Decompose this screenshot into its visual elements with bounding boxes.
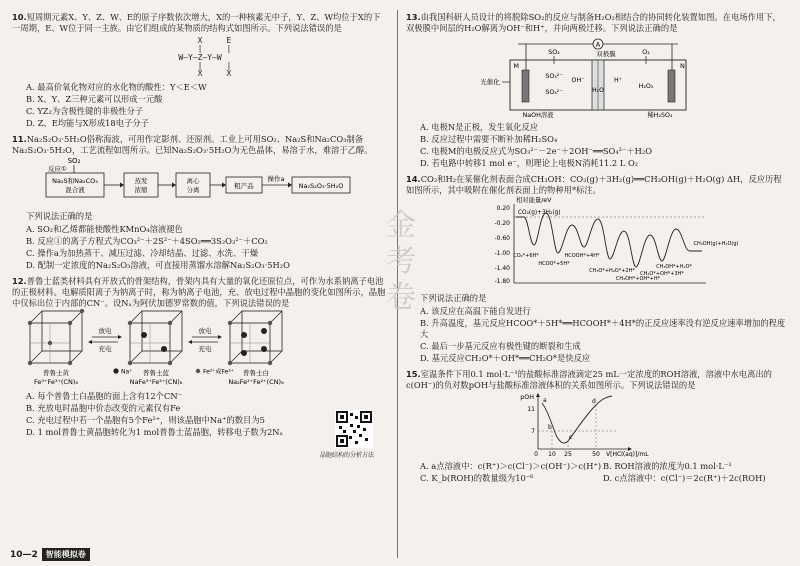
- question-11: [12, 134, 388, 272]
- oh-label: OH⁻: [571, 76, 585, 84]
- question-14: [406, 174, 786, 364]
- question-stem: 短周期元素X、Y、Z、W、E的原子序数依次增大，X的一种核素无中子，Y、Z、W均位于X的下一周期，E、W位于同一主族。由它们组成的某物质的结构式如图所示。下列说法错误的是: [12, 12, 381, 33]
- question-number: 15.: [406, 369, 421, 379]
- species-label: HCOO*+5H*: [538, 261, 570, 268]
- option-d: D. 配制一定浓度的Na₂S₂O₃溶液，可直接用蒸馏水溶解Na₂S₂O₃·5H₂O: [26, 260, 290, 271]
- membrane-label: 双极膜: [596, 49, 616, 58]
- o2-label: O₂: [642, 47, 650, 56]
- h-label: H⁺: [613, 76, 623, 84]
- question-12: [12, 276, 388, 438]
- electrode-m: [522, 70, 529, 102]
- cell1-name: 普鲁士黄: [43, 368, 69, 377]
- cell1-formula: Fe³⁺Fe³⁺(CN)₆: [34, 377, 78, 386]
- page-footer: [10, 548, 90, 561]
- crystal-cell-prussian-blue: [128, 311, 182, 365]
- watermark: 金 考 卷: [386, 208, 416, 315]
- option-a: A. 电极N是正极，发生氧化反应: [420, 121, 539, 132]
- crystal-cell-prussian-yellow: [28, 309, 84, 365]
- ammeter-label: A: [595, 40, 601, 49]
- question-number: 11.: [12, 133, 27, 144]
- question-lead: 下列说法正确的是: [26, 211, 93, 222]
- h2so4-solution-label: 稀H₂SO₄: [647, 111, 673, 118]
- question-number: 13.: [406, 12, 421, 22]
- option-a: A. 最高价氧化物对应的水化物的酸性：Y＜E＜W: [26, 81, 207, 92]
- species-label: CH₃OH*+H₂O*: [656, 264, 692, 271]
- tick-label: -0.60: [494, 235, 510, 243]
- option-b: B. X、Y、Z三种元素可以形成一元酸: [26, 93, 163, 104]
- electrode-n: [668, 70, 675, 102]
- question-stem: Na₂S₂O₃·5H₂O俗称海波，可用作定影剂、还原剂。工业上可用SO₂、Na₂S和Na₂CO₃制备Na₂S₂O₃·5H₂O，工艺流程如图所示。已知Na₂S₂O₃·5H₂O为无色晶体，易溶于水，难溶于乙醇。: [12, 133, 373, 155]
- light-catalysis-label: 光催化: [480, 77, 500, 86]
- option-c: C. 充电过程中若一个晶胞有5个Fe²⁺，则该晶胞中Na⁺的数目为5: [26, 414, 265, 425]
- qr-code-icon[interactable]: [335, 410, 373, 448]
- option-b: B. 充放电时晶胞中价态改变的元素仅有Fe: [26, 402, 181, 413]
- flow-box3-a: 离心: [186, 177, 200, 186]
- graph-ylabel: pOH: [520, 393, 534, 401]
- question-number: 10.: [12, 12, 27, 22]
- graph-x10: 10: [548, 450, 556, 457]
- energy-profile-diagram: [406, 195, 786, 287]
- arrow1-discharge: 放电: [98, 326, 112, 335]
- question-13: [406, 12, 786, 169]
- species-label: HCOOH*+4H*: [564, 253, 600, 260]
- species-label: CH₂O*+OH*+3H*: [640, 271, 684, 278]
- point-a: a: [543, 396, 547, 404]
- question-10: [12, 12, 388, 129]
- question-stem: 普鲁士蓝类材料具有开放式的骨架结构，骨架内具有大量的氧化还原位点，可作为水系钠离子电池的正极材料。电解质阳离子为钠离子时，称为钠离子电池，充、放电过程中晶胞的变化如图所示，晶胞中仅标出位于内部的CN⁻。设Nₐ为阿伏加德罗常数的值，下列说法错误的是: [12, 276, 386, 308]
- cell2-formula: NaFe³⁺Fe²⁺(CN)₆: [129, 377, 183, 386]
- flow-box2-a: 蒸发: [134, 177, 148, 186]
- flow-reaction1: 反应①: [48, 165, 67, 174]
- question-number: 14.: [406, 173, 421, 184]
- electrode-m-label: M: [513, 61, 519, 70]
- flow-step-a: 操作a: [267, 175, 285, 184]
- legend-fe: Fe²⁺或Fe³⁺: [203, 368, 234, 376]
- graph-y11: 11: [527, 405, 535, 413]
- option-d: D. 若电路中转移1 mol e⁻，则理论上电极N消耗11.2 L O₂: [420, 157, 639, 168]
- species-label: CO₂*+6H*: [513, 253, 539, 260]
- graph-y7: 7: [531, 427, 535, 435]
- cell3-formula: Na₂Fe²⁺Fe²⁺(CN)₆: [228, 377, 284, 386]
- process-flow-diagram: [12, 155, 388, 205]
- option-b: B. 升高温度，基元反应HCOO*＋5H*══HCOOH*＋4H*的正反应速率没有逆反应速率增加的程度大: [420, 318, 786, 340]
- page-number: 10—2: [10, 549, 38, 560]
- so4-label: SO₄²⁻: [545, 88, 563, 96]
- question-number: 12.: [12, 276, 27, 287]
- energy-profile-curve: [516, 213, 702, 267]
- graph-x50: 50: [592, 450, 600, 457]
- flow-box3-b: 分离: [186, 186, 200, 195]
- question-stem: 由我国科研人员设计的将脱除SO₂的反应与制备H₂O₂相结合的协同转化装置如图。在电场作用下，双极膜中间层的H₂O解离为OH⁻和H⁺，并向两极迁移。下列说法正确的是: [406, 12, 781, 33]
- point-b: b: [548, 423, 552, 431]
- option-a: A. a点溶液中：c(R⁺)＞c(Cl⁻)＞c(OH⁻)＞c(H⁺): [420, 460, 602, 471]
- option-c: C. 操作a为加热蒸干、减压过滤、冷却结晶、过滤、水洗、干燥: [26, 248, 258, 259]
- flow-box4: 粗产品: [234, 182, 254, 191]
- species-label: CH₃OH*+OH*+H*: [615, 276, 661, 283]
- option-c: C. YZ₂为含极性键的非极性分子: [26, 105, 144, 116]
- h2o-label: H₂O: [592, 86, 604, 94]
- cell3-name: 普鲁士白: [243, 368, 269, 377]
- electrode-n-label: N: [680, 61, 685, 70]
- flow-so2: SO₂: [67, 157, 81, 166]
- energy-start-label: CO₂(g)+3H₂(g): [518, 210, 561, 217]
- so2-label: SO₂: [548, 47, 560, 56]
- tick-label: 0.20: [496, 205, 510, 213]
- point-c: c: [569, 433, 573, 441]
- option-c: C. K_b(ROH)的数量级为10⁻⁶: [420, 472, 534, 483]
- options-row-2: [420, 473, 786, 484]
- option-d: D. 基元反应CH₂O*＋OH*══CH₂O*是快反应: [420, 353, 591, 364]
- option-a: A. 每个普鲁士白晶胞的面上含有12个CN⁻: [26, 390, 182, 401]
- option-a: A. SO₂和乙烯都能使酸性KMnO₄溶液褪色: [26, 224, 183, 235]
- option-d: D. c点溶液中：c(Cl⁻)＝2c(R⁺)＋2c(ROH): [603, 472, 766, 483]
- structural-formula: X E | | W—Y—Z—Y—W | | X X: [178, 35, 232, 79]
- graph-x0: 0: [534, 450, 538, 457]
- crystal-cell-prussian-white: [228, 311, 282, 365]
- flow-box2-b: 浓缩: [134, 186, 148, 195]
- option-b: B. 反应过程中需要不断补加稀H₂SO₄: [420, 133, 558, 144]
- left-column: [12, 12, 388, 439]
- tick-label: -1.00: [494, 250, 510, 258]
- option-b: B. ROH溶液的浓度为0.1 mol·L⁻¹: [603, 460, 732, 471]
- question-lead: 下列说法正确的是: [420, 293, 487, 304]
- point-d: d: [592, 397, 596, 405]
- brand-badge: 智能模拟卷: [42, 548, 90, 561]
- energy-ylabel: 相对能量/eV: [516, 197, 552, 205]
- flow-box1-b: 混合液: [65, 186, 85, 195]
- titration-graph: [406, 391, 786, 457]
- qr-caption: 晶胞结构的分析方法: [320, 452, 375, 459]
- question-15: [406, 369, 786, 484]
- option-b: B. 反应①的离子方程式为CO₃²⁻＋2S²⁻＋4SO₂══3S₂O₃²⁻＋CO₂: [26, 236, 268, 247]
- arrow2-charge: 充电: [198, 344, 212, 353]
- tick-label: -1.40: [494, 265, 510, 273]
- option-d: D. Z、E均能与X形成18电子分子: [26, 117, 149, 128]
- arrow2-discharge: 放电: [198, 326, 212, 335]
- naoh-solution-label: NaOH溶液: [522, 111, 554, 118]
- arrow1-charge: 充电: [98, 344, 112, 353]
- options-row-1: [420, 461, 786, 472]
- right-column: [406, 12, 786, 485]
- crystal-cells-diagram: [12, 309, 332, 387]
- h2o2-label: H₂O₂: [638, 82, 654, 90]
- electrolysis-device-diagram: [406, 34, 786, 118]
- option-a: A. 该反应在高温下能自发进行: [420, 306, 531, 317]
- question-stem: 室温条件下用0.1 mol·L⁻¹的盐酸标准溶液滴定25 mL一定浓度的ROH溶液，溶液中水电离出的c(OH⁻)的负对数pOH与盐酸标准溶液体积的关系如图所示。下列说法错误的是: [406, 369, 772, 390]
- option-d: D. 1 mol普鲁士黄晶胞转化为1 mol普鲁士蓝晶胞，转移电子数为2Nₐ: [26, 426, 283, 437]
- flow-box5: Na₂S₂O₃·5H₂O: [298, 182, 344, 191]
- so3-label: SO₃²⁻: [545, 72, 563, 80]
- option-c: C. 最后一步基元反应有极性键的断裂和生成: [420, 341, 581, 352]
- flow-box1-a: Na₂S和Na₂CO₃: [52, 177, 98, 186]
- legend-na: Na⁺: [121, 368, 133, 376]
- poh-curve: [542, 396, 612, 443]
- species-label: CH₃OH(g)+H₂O(g): [693, 241, 739, 248]
- species-label: CH₃O*+H₂O*+2H*: [589, 268, 635, 275]
- tick-label: -1.80: [494, 278, 510, 286]
- cell2-name: 普鲁士蓝: [143, 368, 169, 377]
- option-c: C. 电极M的电极反应式为SO₃²⁻－2e⁻＋2OH⁻══SO₄²⁻＋H₂O: [420, 145, 653, 156]
- graph-x25: 25: [564, 450, 572, 457]
- graph-xlabel: V[HCl(aq)]/mL: [606, 450, 649, 457]
- tick-label: -0.20: [494, 220, 510, 228]
- question-stem: CO₂和H₂在某催化剂表面合成CH₃OH：CO₂(g)＋3H₂(g)══CH₃OH(g)＋H₂O(g) ΔH，反应历程如图所示，其中吸附在催化剂表面上的物种用*标注。: [406, 173, 782, 195]
